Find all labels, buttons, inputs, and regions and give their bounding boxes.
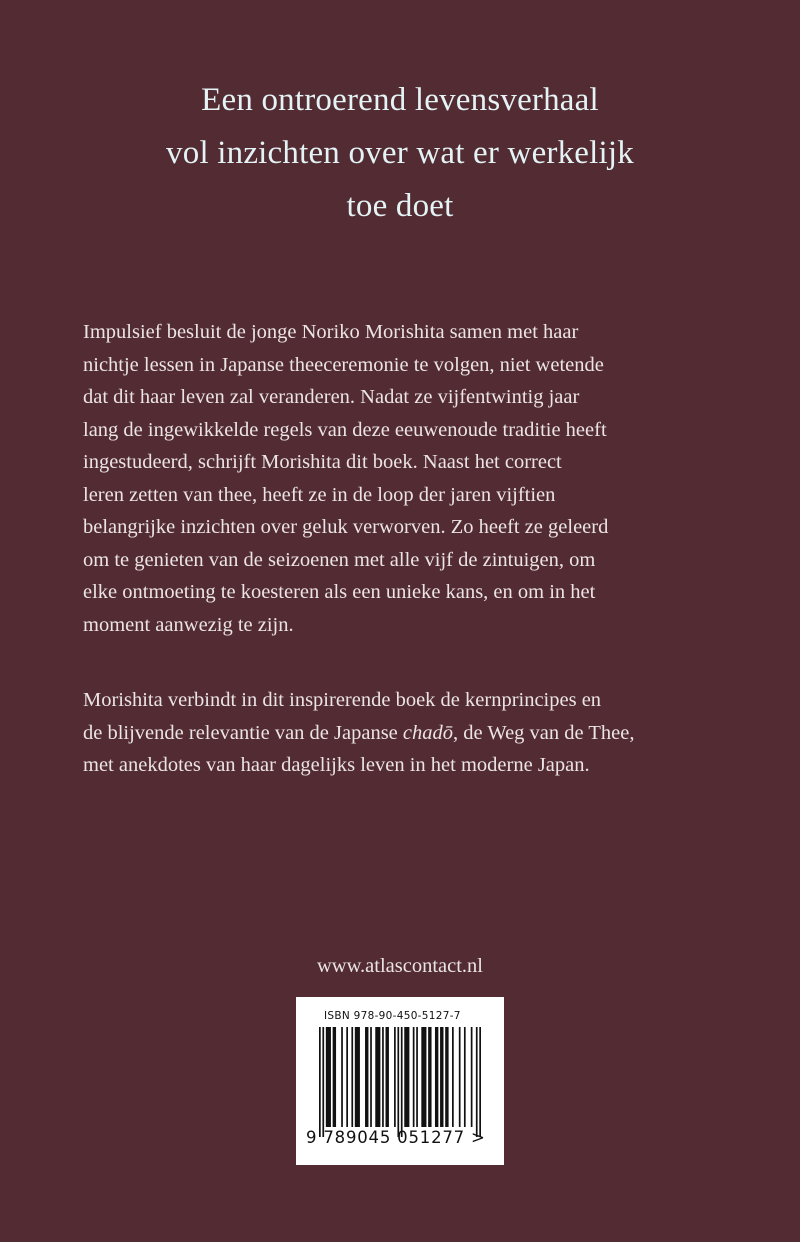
isbn-label: ISBN 978-90-450-5127-7	[324, 1010, 461, 1022]
blurb-line: elke ontmoeting te koesteren als een unieke kans, en om in het	[83, 581, 596, 603]
blurb-line: nichtje lessen in Japanse theeceremonie te volgen, niet wetende	[83, 353, 604, 376]
barcode-bar	[459, 1027, 461, 1127]
blurb-line: Morishita verbindt in dit inspirerende boek de kernprincipes en	[83, 689, 602, 711]
barcode-bar	[452, 1027, 454, 1127]
barcode-bar	[375, 1027, 380, 1127]
blurb-line: lang de ingewikkelde regels van deze eeuwenoude traditie heeft	[83, 418, 607, 441]
blurb-line: om te genieten van de seizoenen met alle vijf de zintuigen, om	[83, 548, 596, 571]
barcode-bar	[326, 1027, 331, 1127]
barcode-bar	[476, 1027, 478, 1137]
barcode-box	[296, 997, 504, 1165]
barcode-bar	[435, 1027, 438, 1127]
blurb-line	[83, 717, 733, 750]
barcode-bar	[341, 1027, 343, 1127]
barcode-bar	[471, 1027, 473, 1127]
barcode-bar	[479, 1027, 481, 1137]
barcode-bar	[397, 1027, 399, 1137]
blurb-paragraph-1	[83, 316, 733, 641]
barcode-bar	[370, 1027, 372, 1127]
blurb-paragraph-2	[83, 684, 733, 782]
tagline-line: Een ontroerend levensverhaal	[201, 82, 599, 118]
blurb-line: dat dit haar leven zal veranderen. Nadat ze vijfentwintig jaar	[83, 386, 580, 408]
blurb-line: ingestudeerd, schrijft Morishita dit boek. Naast het correct	[83, 451, 562, 473]
barcode-bar	[445, 1027, 448, 1127]
barcode-bar	[346, 1027, 348, 1127]
barcode-bar	[428, 1027, 431, 1127]
tagline	[0, 74, 800, 233]
blurb-line: moment aanwezig te zijn.	[83, 613, 294, 636]
barcode-icon	[319, 1027, 481, 1137]
tagline-line: vol inzichten over wat er werkelijk	[166, 135, 634, 171]
barcode-bar	[319, 1027, 321, 1137]
barcode-bar	[386, 1027, 389, 1127]
ean-digits: 9 789045 051277 >	[306, 1128, 486, 1147]
chado-term: chadō	[402, 721, 454, 744]
barcode-bar	[401, 1027, 403, 1137]
blurb-text: , de Weg van de Thee,	[453, 721, 635, 744]
blurb-line: Impulsief besluit de jonge Noriko Morishita samen met haar	[83, 321, 579, 343]
barcode-bar	[322, 1027, 324, 1137]
blurb-line: leren zetten van thee, heeft ze in de loop der jaren vijftien	[83, 483, 556, 506]
barcode-bar	[440, 1027, 443, 1127]
barcode-bar	[351, 1027, 353, 1127]
publisher-website: www.atlascontact.nl	[316, 955, 484, 977]
barcode-bar	[355, 1027, 360, 1127]
barcode-bar	[413, 1027, 415, 1127]
barcode-bar	[333, 1027, 336, 1127]
barcode-bar	[394, 1027, 396, 1127]
barcode-bar	[382, 1027, 384, 1127]
barcode-bar	[404, 1027, 409, 1127]
barcode-bar	[365, 1027, 368, 1127]
blurb-line: met anekdotes van haar dagelijks leven in het moderne Japan.	[83, 754, 590, 776]
barcode-bar	[416, 1027, 418, 1127]
tagline-line: toe doet	[346, 188, 454, 224]
barcode-bar	[464, 1027, 466, 1127]
blurb-text: de blijvende relevantie van de Japanse	[83, 721, 403, 744]
barcode-bar	[421, 1027, 426, 1127]
blurb-line: belangrijke inzichten over geluk verworven. Zo heeft ze geleerd	[83, 516, 609, 538]
